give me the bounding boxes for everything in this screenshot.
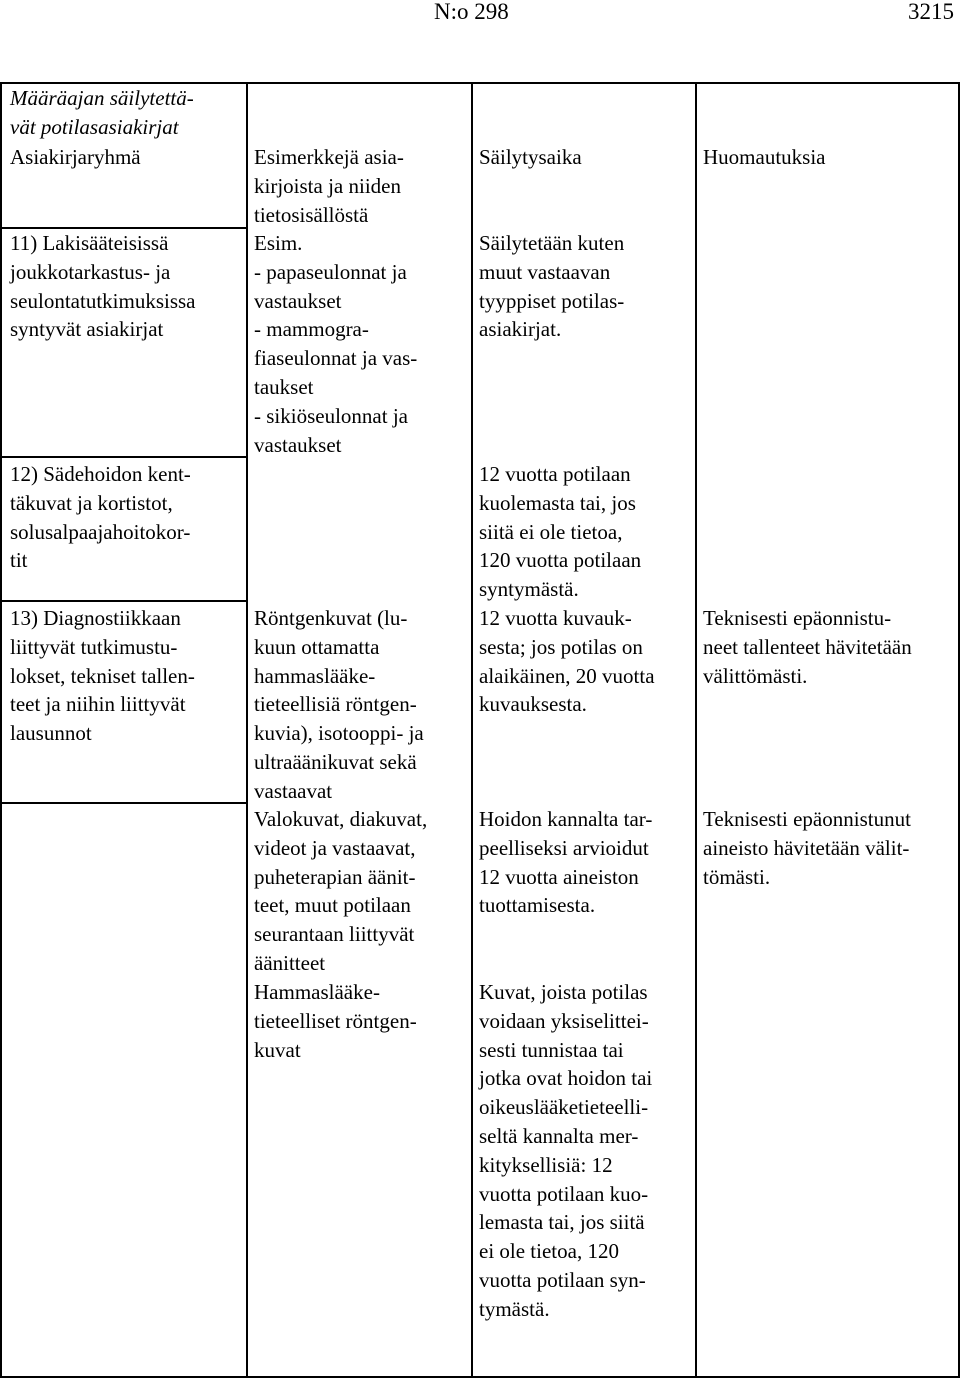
table-title: Määräajan säilytettä- vät potilasasiakirjat	[10, 86, 194, 139]
table-cell: Esim. - papaseulonnat ja vastaukset - mammogra- fiaseulonnat ja vas- taukset - sikiöseulonnat ja vastaukset	[254, 231, 418, 457]
page-number: 3215	[908, 0, 954, 24]
table-cell: Teknisesti epäonnistunut aineisto hävitetään välit- tömästi.	[703, 807, 911, 889]
table-cell: Valokuvat, diakuvat, videot ja vastaavat, puheterapian äänit- teet, muut potilaan seurantaan liittyvät äänitteet	[254, 807, 428, 975]
row-divider	[0, 802, 247, 804]
table-cell: 13) Diagnostiikkaan liittyvät tutkimustu- lokset, tekniset tallen- teet ja niihin liittyvät lausunnot	[10, 606, 195, 746]
row-divider	[0, 456, 247, 458]
table-border-left	[0, 82, 2, 1378]
column-header-examples: Esimerkkejä asia- kirjoista ja niiden tietosisällöstä	[254, 145, 404, 227]
column-divider	[471, 82, 473, 1378]
table-cell: Kuvat, joista potilas voidaan yksiselittei- sesti tunnistaa tai jotka ovat hoidon tai oikeuslääketieteelli- seltä kannalta mer- kityksellisiä: 12 vuotta potilaan kuo- lemasta tai, jos siitä ei ole tietoa, 120 vuotta potilaan syn- tymästä.	[479, 980, 653, 1321]
table-cell: Teknisesti epäonnistu- neet tallenteet hävitetään välittömästi.	[703, 606, 912, 688]
table-border-bottom	[0, 1376, 960, 1378]
table-cell: Hammaslääke- tieteelliset röntgen- kuvat	[254, 980, 417, 1062]
column-divider	[246, 82, 248, 1378]
column-header-retention-time: Säilytysaika	[479, 145, 582, 169]
column-header-document-group: Asiakirjaryhmä	[10, 145, 141, 169]
column-divider	[695, 82, 697, 1378]
row-divider	[0, 600, 247, 602]
table-cell: 11) Lakisääteisissä joukkotarkastus- ja seulontatutkimuksissa syntyvät asiakirjat	[10, 231, 196, 342]
table-cell: 12 vuotta potilaan kuolemasta tai, jos siitä ei ole tietoa, 120 vuotta potilaan syntymästä.	[479, 462, 642, 602]
table-cell: 12) Sädehoidon kent- täkuvat ja kortistot, solusalpaajahoitokor- tit	[10, 462, 191, 573]
table-cell: 12 vuotta kuvauk- sesta; jos potilas on alaikäinen, 20 vuotta kuvauksesta.	[479, 606, 655, 717]
page-number-label: N:o 298	[434, 0, 509, 24]
table-cell: Säilytetään kuten muut vastaavan tyyppiset potilas- asiakirjat.	[479, 231, 625, 342]
table-border-right	[958, 82, 960, 1378]
table-cell: Hoidon kannalta tar- peelliseksi arvioidut 12 vuotta aineiston tuottamisesta.	[479, 807, 653, 918]
table-cell: Röntgenkuvat (lu- kuun ottamatta hammaslääke- tieteellisiä röntgen- kuvia), isotooppi- ja ultraäänikuvat sekä vastaavat	[254, 606, 424, 803]
column-header-remarks: Huomautuksia	[703, 145, 826, 169]
